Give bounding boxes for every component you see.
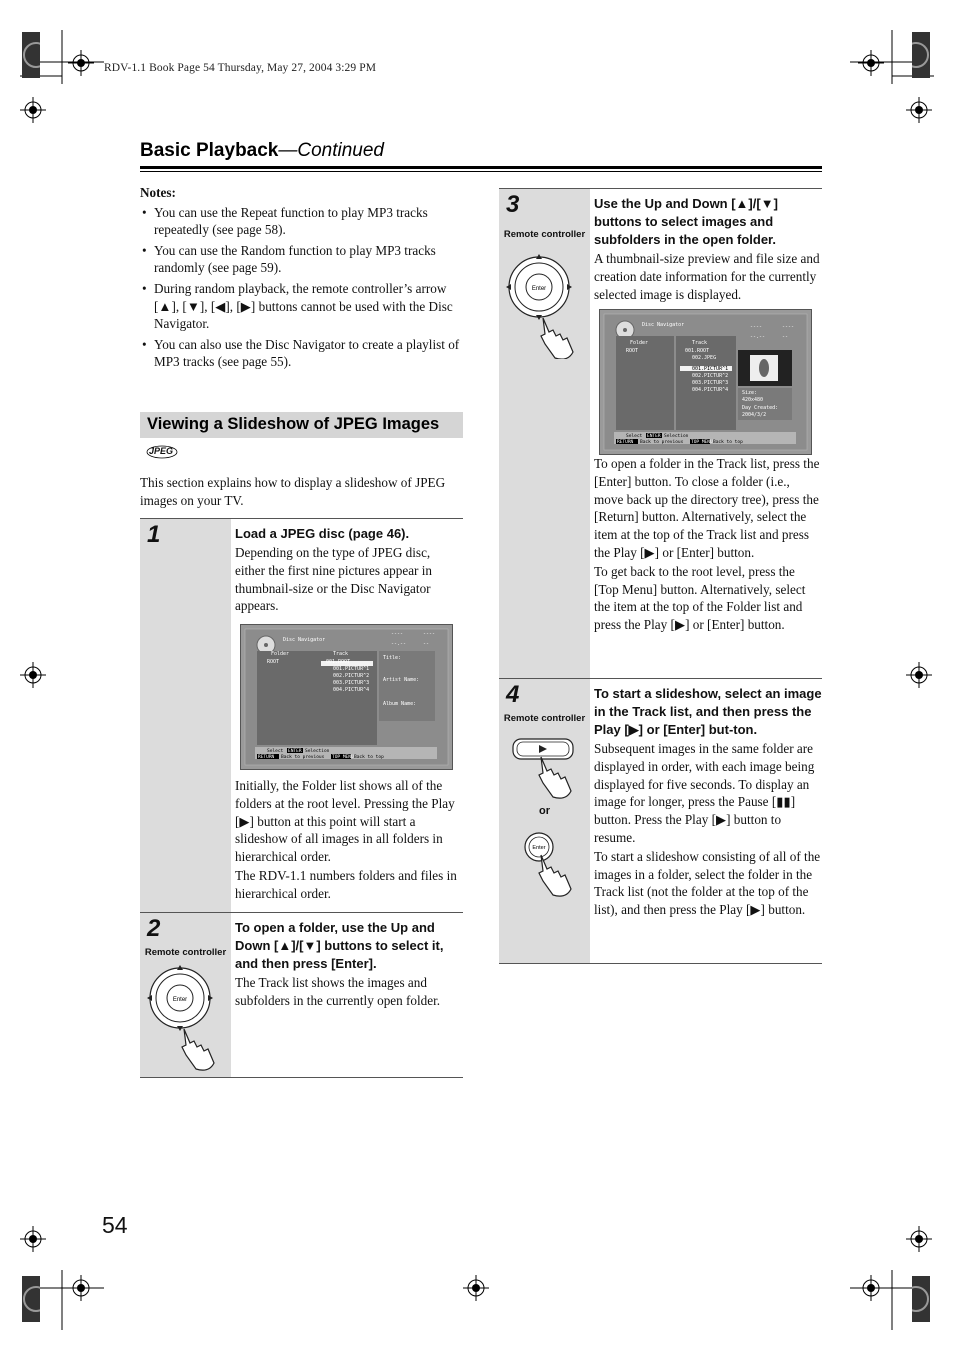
screen-key: Selection xyxy=(664,434,689,439)
screen-track: 003.PICTUR^3 xyxy=(692,380,729,386)
screen-track: 003.PICTUR^3 xyxy=(333,680,370,686)
step-heading: To start a slideshow, select an image in the Track list, and then press the Play [▶] or [Enter] but-ton. xyxy=(594,686,822,737)
screen-info: 2004/3/2 xyxy=(742,412,767,418)
step-heading: To open a folder, use the Up and Down [▲]/[▼] buttons to select it, and then press [Enter]. xyxy=(235,920,444,971)
corner-printer-bar-icon xyxy=(22,1276,40,1322)
step-1 xyxy=(140,518,463,912)
screen-track: 001.PICTUR^1 xyxy=(333,666,370,672)
screen-topinfo: -- xyxy=(782,334,789,340)
screen-info: Size: xyxy=(742,390,758,396)
remote-dpad-hand-icon xyxy=(140,963,231,1073)
step-text: The RDV-1.1 numbers folders and files in hierarchical order. xyxy=(235,867,457,901)
registration-mark-icon xyxy=(463,1275,489,1301)
screen-track: 002.JPEG xyxy=(692,355,717,361)
page-header xyxy=(140,140,822,162)
remote-controller-label: Remote controller xyxy=(503,713,586,724)
screen-track: 002.PICTUR^2 xyxy=(692,373,729,379)
screen-key: Back to previous xyxy=(640,440,684,445)
corner-printer-bar-icon xyxy=(912,32,930,78)
print-info: RDV-1.1 Book Page 54 Thursday, May 27, 2004 3:29 PM xyxy=(104,62,377,74)
page-number: 54 xyxy=(102,1212,128,1238)
step-body-continued xyxy=(235,777,463,904)
screen-track: 004.PICTUR^4 xyxy=(333,687,370,693)
step-text: A thumbnail-size preview and file size and creation date information for the currently selected image is displayed. xyxy=(594,251,820,302)
step-body xyxy=(235,525,463,616)
jpeg-badge: JPEG xyxy=(149,446,173,456)
step-sidebar xyxy=(499,189,590,678)
screen-track: 004.PICTUR^4 xyxy=(692,387,729,393)
screen-key: TOP MENU xyxy=(332,755,354,760)
enter-label: Enter xyxy=(172,997,188,1003)
registration-mark-icon xyxy=(68,1275,94,1301)
screen-topinfo: --.-- xyxy=(391,641,407,647)
screen-info: 420x480 xyxy=(742,397,764,403)
screen-key: Back to top xyxy=(354,755,384,760)
screen-nav-title: Disc Navigator xyxy=(642,322,685,328)
screen-key: Select xyxy=(267,749,284,754)
step-number: 3 xyxy=(506,191,520,218)
screen-track-header: Track xyxy=(333,651,349,657)
remote-controller-label: Remote controller xyxy=(503,229,586,240)
screen-topinfo: -- xyxy=(423,641,430,647)
step-sidebar xyxy=(140,913,231,1077)
step-sidebar xyxy=(499,679,590,963)
screen-track: 001.ROOT xyxy=(326,659,351,665)
screen-key: Selection xyxy=(305,749,330,754)
step-heading: Use the Up and Down [▲]/[▼] buttons to select images and subfolders in the open folder. xyxy=(594,196,778,247)
step-body xyxy=(594,195,822,304)
screen-track-header: Track xyxy=(692,340,708,346)
screen-info: Day Created: xyxy=(742,405,779,411)
play-button-hand-icon xyxy=(499,733,590,803)
screen-track: 001.ROOT xyxy=(685,348,710,354)
section-heading-bar xyxy=(140,412,463,438)
enter-button-hand-icon xyxy=(499,829,590,899)
screen-info: Album Name: xyxy=(383,701,417,707)
registration-mark-icon xyxy=(858,1275,884,1301)
step-text: Subsequent images in the same folder are displayed in order, with each image being displayed for five seconds. To display an image for longer, press the Pause [▮▮] button. Press the Play [▶] button to resume. xyxy=(594,741,815,845)
registration-mark-icon xyxy=(20,662,46,688)
corner-printer-bar-icon xyxy=(22,32,40,78)
step-text: To open a folder in the Track list, press the [Enter] button. To close a folder (i.e., move back up the directory tree), press the [Return] button. Alternatively, select the item at the top of the Track list and press the Play [▶] or [Enter] button. xyxy=(594,456,820,560)
header-rule xyxy=(140,171,822,172)
registration-mark-icon xyxy=(20,97,46,123)
screen-nav-title: Disc Navigator xyxy=(283,637,326,643)
step-number: 1 xyxy=(147,521,161,548)
disc-navigator-screen xyxy=(240,624,453,770)
screen-key: Back to previous xyxy=(281,755,325,760)
registration-mark-icon xyxy=(906,1226,932,1252)
step-heading: Load a JPEG disc (page 46). xyxy=(235,526,410,541)
screen-topinfo: ---- xyxy=(391,631,404,637)
step-text: Depending on the type of JPEG disc, either the first nine pictures appear in thumbnail-size or the Disc Navigator appears. xyxy=(235,545,433,614)
step-text: The Track list shows the images and subfolders in the currently open folder. xyxy=(235,975,441,1008)
note-item: • You can also use the Disc Navigator to create a playlist of MP3 tracks (see page 55). xyxy=(140,336,464,371)
screen-key: RETURN xyxy=(617,440,634,445)
screen-key: Back to top xyxy=(713,440,743,445)
remote-controller-label: Remote controller xyxy=(144,947,227,958)
step-text: Initially, the Folder list shows all of the folders at the root level. Pressing the Play [▶] button at this point will start a slideshow of all images in all folders in hierarchical order. xyxy=(235,778,455,865)
screen-info: Title: xyxy=(383,655,402,661)
step-body xyxy=(594,685,822,920)
step-2 xyxy=(140,912,463,1078)
screen-topinfo: ---- xyxy=(750,324,763,330)
screen-topinfo: --.-- xyxy=(750,334,766,340)
screen-key: ENTER xyxy=(288,749,302,754)
screen-topinfo: ---- xyxy=(423,631,436,637)
registration-mark-icon xyxy=(20,1226,46,1252)
notes-title: Notes: xyxy=(140,185,176,200)
step-number: 2 xyxy=(147,915,161,942)
enter-label: Enter xyxy=(531,286,547,292)
registration-mark-icon xyxy=(906,97,932,123)
screen-root: ROOT xyxy=(626,348,639,354)
header-rule xyxy=(140,166,822,169)
screen-key: Select xyxy=(626,434,643,439)
registration-mark-icon xyxy=(858,50,884,76)
step-text: To start a slideshow consisting of all of the images in a folder, select the folder in the Track list (not the folder at the top of the list), and then press the Play [▶] button. xyxy=(594,848,821,918)
registration-mark-icon xyxy=(906,662,932,688)
note-item: • You can use the Random function to play MP3 tracks randomly (see page 59). xyxy=(140,242,464,277)
screen-info: Artist Name: xyxy=(383,677,420,683)
or-label: or xyxy=(539,805,550,817)
screen-key: RETURN xyxy=(258,755,275,760)
screen-track: 002.PICTUR^2 xyxy=(333,673,370,679)
registration-mark-icon xyxy=(68,50,94,76)
step-number: 4 xyxy=(506,681,520,708)
screen-track-selected: 001.PICTUR^1 xyxy=(692,366,729,372)
note-item: • You can use the Repeat function to play MP3 tracks repeatedly (see page 58). xyxy=(140,204,464,239)
step-sidebar xyxy=(140,519,231,912)
screen-topinfo: ---- xyxy=(782,324,795,330)
section-intro: This section explains how to display a slideshow of JPEG images on your TV. xyxy=(140,475,446,508)
page-title: Basic Playback—Continued xyxy=(140,140,384,161)
screen-key: TOP MENU xyxy=(691,440,713,445)
corner-printer-bar-icon xyxy=(912,1276,930,1322)
screen-folder-header: Folder xyxy=(630,340,649,346)
section-title: Viewing a Slideshow of JPEG Images xyxy=(147,415,440,433)
screen-folder-header: Folder xyxy=(271,651,290,657)
enter-label: Enter xyxy=(532,845,546,851)
step-body-continued xyxy=(594,455,822,635)
step-3 xyxy=(499,188,822,678)
step-text: To get back to the root level, press the [Top Menu] button. Alternatively, select the item at the top of the Folder list and press the Play [▶] or [Enter] button. xyxy=(594,563,806,633)
step-body xyxy=(235,919,463,1011)
screen-key: ENTER xyxy=(647,434,661,439)
note-item: • During random playback, the remote controller’s arrow [▲], [▼], [◀], [▶] buttons cannot be used with the Disc Navigator. xyxy=(140,280,464,333)
notes xyxy=(140,184,464,374)
screen-root: ROOT xyxy=(267,659,280,665)
step-4 xyxy=(499,678,822,964)
remote-dpad-hand-icon xyxy=(499,249,590,359)
disc-navigator-preview-screen xyxy=(599,309,812,455)
